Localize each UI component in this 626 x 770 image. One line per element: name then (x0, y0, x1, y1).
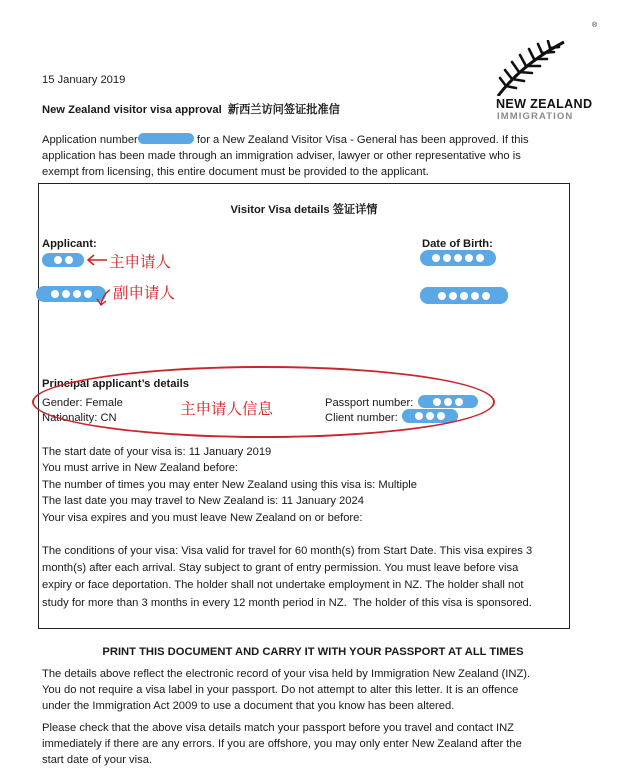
arrow-down-left-icon (96, 287, 112, 307)
nationality-text: Nationality: CN (42, 412, 117, 424)
visa-line: Your visa expires and you must leave New Zealand on or before: (42, 512, 363, 524)
intro-text-b: for a New Zealand Visitor Visa - General has been approved. If this (193, 134, 529, 146)
registered-mark: ® (592, 22, 598, 29)
visa-line: The number of times you may enter New Zealand using this visa is: Multiple (42, 479, 417, 491)
footer-line: Please check that the above visa details match your passport before you travel and contact INZ (42, 722, 514, 734)
footer-line: immediately if there are any errors. If you are offshore, you may only enter New Zealand after the (42, 738, 522, 750)
client-label: Client number: (325, 412, 398, 424)
annotation-ellipse (32, 366, 495, 438)
redacted-applicant-name (42, 253, 84, 267)
applicant-label: Applicant: (42, 238, 97, 250)
logo-subtitle: IMMIGRATION (497, 111, 574, 122)
logo-title: NEW ZEALAND (496, 97, 593, 111)
intro-line-1 (42, 132, 564, 149)
footer-line: You do not require a visa label in your passport. Do not attempt to alter this letter. It is an offence (42, 684, 519, 696)
footer-line: The details above reflect the electronic record of your visa held by Immigration New Zealand (INZ). (42, 668, 531, 680)
gender-text: Gender: Female (42, 397, 123, 409)
redacted-application-number (138, 133, 194, 144)
condition-line: study for more than 3 months in every 12 month period in NZ. The holder of this visa is sponsored. (42, 597, 532, 609)
principal-heading: Principal applicant’s details (42, 378, 189, 390)
annotation-main-applicant: 主申请人 (109, 253, 172, 271)
dob-label: Date of Birth: (422, 238, 493, 250)
redacted-dob-1 (420, 250, 496, 266)
annotation-sub-applicant: 副申请人 (113, 284, 176, 302)
fern-icon (496, 40, 566, 96)
intro-line-2: application has been made through an immigration adviser, lawyer or other representative who is (42, 150, 521, 162)
print-notice: PRINT THIS DOCUMENT AND CARRY IT WITH YOUR PASSPORT AT ALL TIMES (102, 646, 524, 658)
visa-line: The start date of your visa is: 11 January 2019 (42, 446, 272, 458)
condition-line: month(s) after each arrival. Stay subject to grant of entry permission. You must leave before visa (42, 562, 519, 574)
redacted-dob-2 (420, 287, 508, 304)
condition-line: The conditions of your visa: Visa valid for travel for 60 month(s) from Start Date. This visa expires 3 (42, 545, 533, 557)
box-title: Visitor Visa details 签证详情 (230, 204, 378, 216)
letter-date: 15 January 2019 (42, 74, 126, 86)
annotation-main-info: 主申请人信息 (180, 400, 274, 418)
footer-line: start date of your visa. (42, 754, 153, 766)
visa-line: You must arrive in New Zealand before: (42, 462, 239, 474)
letter-subject: New Zealand visitor visa approval 新西兰访问签证批准信 (42, 104, 340, 116)
passport-label: Passport number: (325, 397, 414, 409)
arrow-left-icon (86, 254, 108, 266)
intro-line-3: exempt from licensing, this entire document must be provided to the applicant. (42, 166, 429, 178)
visa-line: The last date you may travel to New Zealand is: 11 January 2024 (42, 495, 364, 507)
condition-line: expiry or face deportation. The holder shall not undertake employment in NZ. The holder shall not (42, 579, 524, 591)
footer-line: under the Immigration Act 2009 to use a document that you know has been altered. (42, 700, 455, 712)
intro-text-a: Application number (42, 134, 138, 146)
